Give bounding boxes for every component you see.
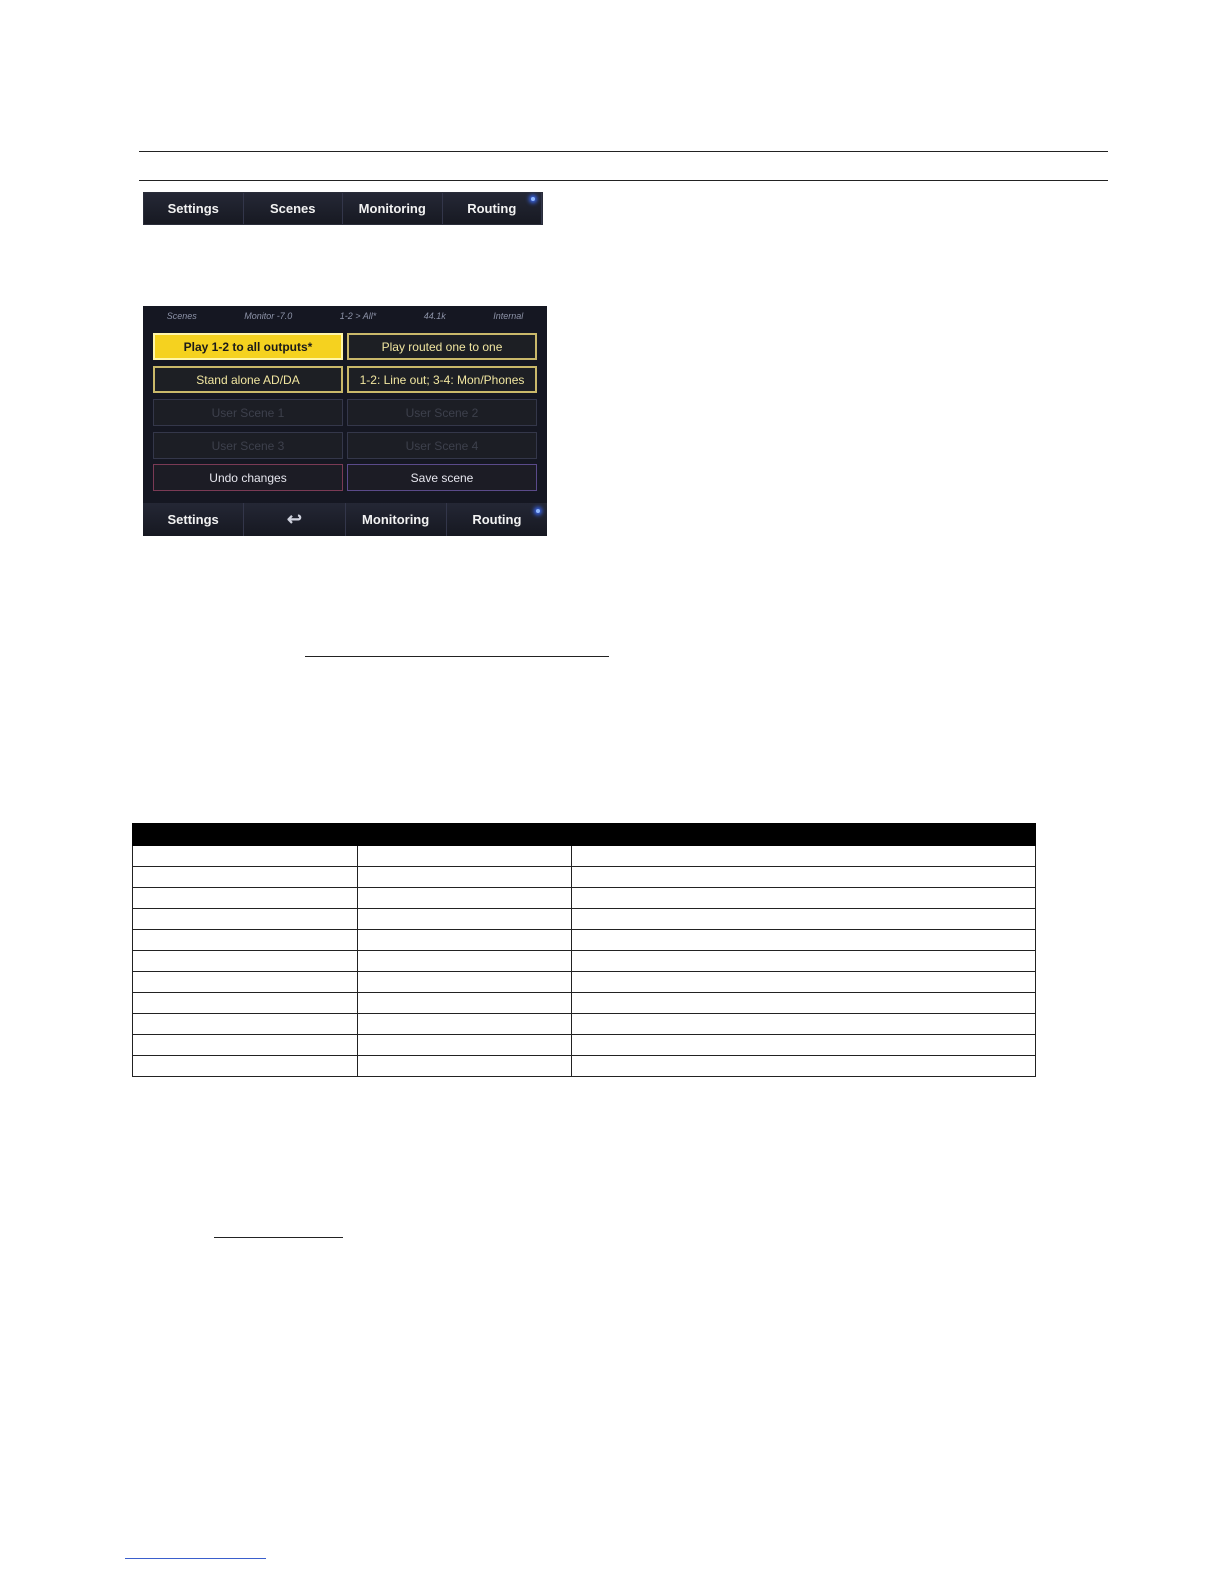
table-cell xyxy=(358,1035,572,1056)
hyperlink-underline[interactable] xyxy=(125,1558,266,1559)
table-cell xyxy=(572,993,1036,1014)
table-cell xyxy=(572,888,1036,909)
table-header-cell xyxy=(133,824,358,846)
table-cell xyxy=(358,846,572,867)
table-header-cell xyxy=(572,824,1036,846)
underline-rule xyxy=(305,656,609,657)
status-routing: 1-2 > All* xyxy=(339,311,377,321)
user-scene-3-button[interactable]: User Scene 3 xyxy=(153,432,343,459)
main-nav-bar xyxy=(143,192,543,225)
status-monitor: Monitor -7.0 xyxy=(244,311,293,321)
user-scene-1-button[interactable]: User Scene 1 xyxy=(153,399,343,426)
table-row xyxy=(133,867,1036,888)
stand-alone-button[interactable]: Stand alone AD/DA xyxy=(153,366,343,393)
table-cell xyxy=(133,951,358,972)
status-clock: Internal xyxy=(493,311,524,321)
table-row xyxy=(133,972,1036,993)
table-cell xyxy=(572,1056,1036,1077)
table-cell xyxy=(133,930,358,951)
tab-settings[interactable]: Settings xyxy=(144,193,244,224)
tab-settings-bottom[interactable]: Settings xyxy=(143,503,244,536)
status-led-icon xyxy=(531,197,535,201)
header-rule-bottom xyxy=(139,180,1108,181)
status-bar xyxy=(143,306,547,326)
table-cell xyxy=(572,1014,1036,1035)
table-cell xyxy=(572,951,1036,972)
table-cell xyxy=(572,867,1036,888)
tab-monitoring-bottom[interactable]: Monitoring xyxy=(346,503,447,536)
tab-routing-bottom[interactable]: Routing xyxy=(447,503,547,536)
table-cell xyxy=(358,867,572,888)
table-cell xyxy=(572,972,1036,993)
bottom-nav-bar xyxy=(143,503,547,536)
table-cell xyxy=(133,972,358,993)
table-row xyxy=(133,1014,1036,1035)
table-cell xyxy=(133,993,358,1014)
table-cell xyxy=(133,1014,358,1035)
table-header-cell xyxy=(358,824,572,846)
table-cell xyxy=(133,1035,358,1056)
table-cell xyxy=(358,930,572,951)
table-cell xyxy=(358,1014,572,1035)
table-cell xyxy=(358,888,572,909)
table-cell xyxy=(572,909,1036,930)
table-cell xyxy=(133,1056,358,1077)
table-row xyxy=(133,993,1036,1014)
table-cell xyxy=(572,846,1036,867)
table-cell xyxy=(358,909,572,930)
back-arrow-icon: ↩ xyxy=(286,509,302,529)
table-row xyxy=(133,930,1036,951)
table-row xyxy=(133,888,1036,909)
underline-rule xyxy=(214,1237,343,1238)
table-header-row xyxy=(133,824,1036,846)
table-cell xyxy=(358,951,572,972)
status-page: Scenes xyxy=(166,311,197,321)
status-sample-rate: 44.1k xyxy=(423,311,446,321)
line-out-mon-phones-button[interactable]: 1-2: Line out; 3-4: Mon/Phones xyxy=(347,366,537,393)
scenes-panel xyxy=(143,306,547,536)
back-button[interactable] xyxy=(244,503,345,536)
table-cell xyxy=(358,993,572,1014)
table-cell xyxy=(358,972,572,993)
table-row xyxy=(133,951,1036,972)
table-cell xyxy=(133,888,358,909)
table-cell xyxy=(572,1035,1036,1056)
table-cell xyxy=(358,1056,572,1077)
table-cell xyxy=(133,846,358,867)
table-cell xyxy=(133,867,358,888)
table-row xyxy=(133,909,1036,930)
user-scene-4-button[interactable]: User Scene 4 xyxy=(347,432,537,459)
data-table xyxy=(132,823,1036,1077)
table-row xyxy=(133,1056,1036,1077)
play-all-outputs-button[interactable]: Play 1-2 to all outputs* xyxy=(153,333,343,360)
tab-routing[interactable]: Routing xyxy=(443,193,543,224)
table-cell xyxy=(572,930,1036,951)
play-routed-button[interactable]: Play routed one to one xyxy=(347,333,537,360)
save-scene-button[interactable]: Save scene xyxy=(347,464,537,491)
table-body xyxy=(133,846,1036,1077)
header-rule-top xyxy=(139,151,1108,152)
tab-monitoring[interactable]: Monitoring xyxy=(343,193,443,224)
table-row xyxy=(133,1035,1036,1056)
status-led-icon xyxy=(536,509,540,513)
undo-changes-button[interactable]: Undo changes xyxy=(153,464,343,491)
table-row xyxy=(133,846,1036,867)
tab-scenes[interactable]: Scenes xyxy=(244,193,344,224)
table-cell xyxy=(133,909,358,930)
user-scene-2-button[interactable]: User Scene 2 xyxy=(347,399,537,426)
